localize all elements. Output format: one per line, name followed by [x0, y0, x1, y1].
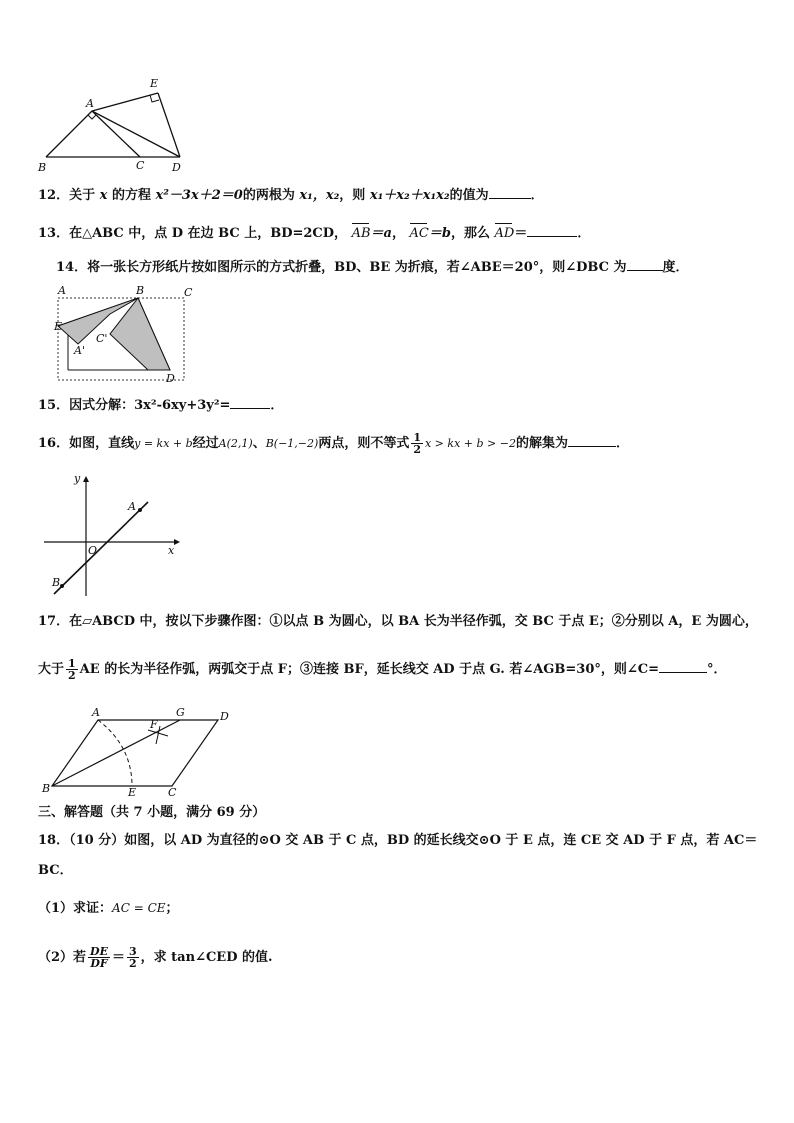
label-e: E: [150, 77, 159, 90]
q18-frac2-den: 2: [129, 957, 137, 970]
question-13: [38, 222, 590, 243]
q13-vector-ac: AC: [410, 222, 429, 243]
q18-frac2-num: 3: [129, 945, 137, 958]
q18-fraction-3-2: [127, 946, 139, 969]
q15-text: 因式分解：3x²-6xy+3y²=: [69, 398, 231, 413]
question-14: [56, 258, 689, 277]
segment-ac: [92, 111, 140, 157]
label-f: F: [150, 718, 158, 731]
q14-answer-blank[interactable]: [627, 258, 663, 271]
q12-mid3: ，则: [339, 188, 366, 203]
segment-bg: [52, 720, 180, 786]
figure-q11: [30, 75, 190, 175]
q16-sep: 、: [252, 436, 266, 451]
q13-vector-ad: AD: [495, 222, 515, 243]
label-d: D: [172, 161, 181, 174]
q17-frac-num: 1: [68, 657, 76, 670]
q14-text: 将一张长方形纸片按如图所示的方式折叠，BD、BE 为折痕，若∠ABE＝20°，则∠DBC 为: [87, 260, 627, 275]
q16-answer-blank[interactable]: [568, 434, 616, 447]
q15-number: 15．: [38, 398, 70, 413]
q17-line1: 在▱ABCD 中，按以下步骤作图：①以点 B 为圆心，以 BA 长为半径作弧，交 BC 于点 E；②分别以 A，E 为圆心，: [69, 614, 758, 629]
point-b: [60, 584, 64, 588]
q16-frac-den: 2: [413, 443, 421, 456]
figure-q14: [50, 284, 210, 384]
q17-fraction: [66, 658, 78, 681]
q12-roots: x₁，x₂: [299, 188, 340, 203]
segment-ab: [46, 111, 92, 157]
label-b: B: [38, 161, 47, 174]
label-a: A: [86, 97, 94, 110]
y-axis-arrow: [83, 476, 89, 482]
q13-answer-blank[interactable]: [527, 224, 577, 237]
line-ab: [54, 502, 148, 594]
label-g: G: [176, 706, 185, 719]
question-12: [38, 186, 544, 205]
q13-text1: 在△ABC 中，点 D 在边 BC 上，BD=2CD，: [69, 226, 348, 241]
q18-part1-math: AC = CE: [112, 901, 166, 915]
q18-frac1-num: DE: [90, 945, 108, 958]
point-a: [138, 508, 142, 512]
label-c-prime: C': [96, 332, 108, 345]
q17-frac-den: 2: [68, 669, 76, 682]
label-a: A: [58, 284, 66, 297]
label-c: C: [136, 159, 145, 172]
label-y: y: [74, 472, 81, 485]
q13-text2: ，那么: [450, 226, 490, 241]
q18-eq: ＝: [111, 950, 125, 965]
q12-end: ．: [530, 188, 544, 203]
section-3-title: [38, 804, 265, 822]
q18-fraction-de-df: [88, 946, 110, 969]
right-angle-mark-a: [88, 115, 96, 119]
q15-end: ．: [270, 398, 284, 413]
label-b: B: [52, 576, 61, 589]
q16-fraction: [411, 432, 423, 455]
q17-line2-pre: 大于: [38, 662, 65, 677]
label-o: O: [88, 544, 98, 557]
q15-answer-blank[interactable]: [230, 396, 270, 409]
label-a: A: [128, 500, 136, 513]
q16-text2: 经过: [192, 436, 219, 451]
q18-part2-pre: （2）若: [38, 950, 87, 965]
question-16: [38, 432, 629, 455]
question-17-cont: [38, 658, 727, 681]
label-b: B: [136, 284, 145, 297]
parallelogram-abcd: [52, 720, 218, 786]
label-d: D: [220, 710, 229, 723]
q17-answer-blank[interactable]: [659, 660, 707, 673]
q12-mid1: 的方程: [111, 188, 151, 203]
label-x: x: [168, 544, 175, 557]
q16-line-equation: y = kx + b: [134, 437, 193, 450]
q16-number: 16．: [38, 436, 70, 451]
q12-mid2: 的两根为: [242, 188, 295, 203]
q18-number: 18．: [38, 833, 70, 848]
q17-line2-post: AE 的长为半径作弧，两弧交于点 F；③连接 BF，延长线交 AD 于点 G. 若∠AGB=30°，则∠C=: [79, 662, 660, 677]
question-18-cont: [38, 862, 73, 880]
q12-prefix: 关于: [69, 188, 96, 203]
q16-point-b: B(−1,−2): [265, 437, 319, 450]
q16-text1: 如图，直线: [69, 436, 135, 451]
q18-frac1-den: DF: [90, 957, 108, 970]
q13-eq: ＝: [514, 226, 528, 241]
q16-text4: 的解集为: [515, 436, 568, 451]
q12-equation: x²－3x＋2＝0: [155, 188, 243, 203]
question-18: [38, 832, 757, 850]
q14-end: 度．: [662, 260, 689, 275]
right-angle-mark-e: [150, 95, 159, 102]
q17-number: 17．: [38, 614, 70, 629]
segment-ae: [92, 93, 158, 111]
q17-end: °．: [707, 662, 727, 677]
question-18-part2: [38, 946, 273, 969]
question-15: [38, 396, 283, 415]
question-18-part1: [38, 899, 179, 918]
label-c: C: [184, 286, 193, 299]
label-a: A: [92, 706, 100, 719]
label-d: D: [166, 372, 175, 385]
label-c: C: [168, 786, 177, 799]
q18-line1: （10 分）如图，以 AD 为直径的⊙O 交 AB 于 C 点，BD 的延长线交⊙O 于 E 点，连 CE 交 AD 于 F 点，若 AC＝: [69, 833, 758, 848]
q13-number: 13．: [38, 226, 70, 241]
q16-point-a: A(2,1): [218, 437, 253, 450]
q14-number: 14．: [56, 260, 88, 275]
q13-sep: ，: [391, 226, 405, 241]
q18-part2-post: ，求 tan∠CED 的值.: [140, 950, 273, 965]
q13-eq-b: ＝b: [428, 226, 451, 241]
q12-number: 12．: [38, 188, 70, 203]
label-b: B: [42, 782, 51, 795]
q13-end: ．: [577, 226, 591, 241]
q18-part1-end: ；: [165, 901, 179, 916]
label-e: E: [54, 320, 63, 333]
q16-end: ．: [615, 436, 629, 451]
q16-frac-num: 1: [413, 431, 421, 444]
q16-inequality: x > kx + b > −2: [424, 437, 516, 450]
question-17: [38, 613, 758, 631]
label-a-prime: A': [74, 344, 85, 357]
q12-var-x: x: [99, 188, 108, 203]
label-e: E: [128, 786, 137, 799]
q16-text3: 两点，则不等式: [318, 436, 410, 451]
q18-line2: BC．: [38, 863, 73, 878]
figure-q17: [36, 706, 236, 799]
q12-suffix: 的值为: [449, 188, 489, 203]
q12-expression: x₁＋x₂＋x₁x₂: [369, 188, 450, 203]
q13-eq-a: ＝a: [370, 226, 392, 241]
q13-vector-ab: AB: [352, 222, 371, 243]
figure-q16: [40, 472, 190, 602]
x-axis-arrow: [174, 539, 180, 545]
q12-answer-blank[interactable]: [489, 186, 531, 199]
q18-part1-pre: （1）求证：: [38, 901, 113, 916]
section-3-text: 三、解答题（共 7 小题，满分 69 分）: [38, 805, 266, 820]
